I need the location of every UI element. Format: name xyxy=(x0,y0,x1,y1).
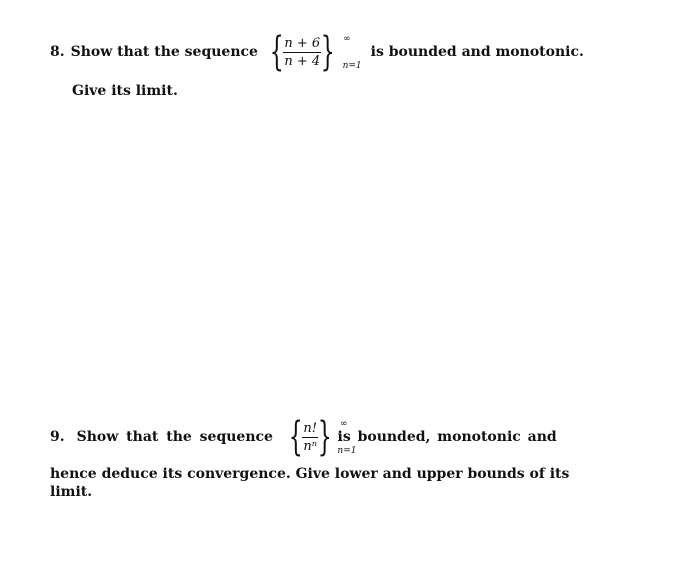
problem-9-lower-limit: n=1 xyxy=(337,446,357,456)
problem-8-fraction xyxy=(283,36,321,69)
problem-9-line-2: hence deduce its convergence. Give lower and upper bounds of its xyxy=(50,466,570,482)
problem-9-line-1 xyxy=(50,414,557,460)
problem-9-number: 9. xyxy=(50,429,65,445)
problem-8-line-1 xyxy=(50,29,584,75)
problem-8-line-2: Give its limit. xyxy=(72,83,178,99)
problem-8-tail-text: is bounded and monotonic. xyxy=(370,44,584,60)
problem-8-upper-limit: ∞ xyxy=(343,34,351,44)
problem-9 xyxy=(50,414,570,501)
problem-8 xyxy=(50,29,584,100)
problem-9-sequence xyxy=(283,414,357,460)
problem-8-denominator: n + 4 xyxy=(284,53,321,69)
problem-8-numerator: n + 6 xyxy=(284,35,321,51)
problem-8-number: 8. xyxy=(50,44,65,60)
problem-9-tail-text: is bounded, monotonic and xyxy=(337,429,557,445)
problem-8-lead-text: Show that the sequence xyxy=(70,44,258,60)
right-brace: } xyxy=(317,414,332,460)
problem-9-fraction xyxy=(302,421,318,454)
problem-9-denominator: nⁿ xyxy=(303,438,318,454)
problem-8-sequence xyxy=(264,29,362,75)
problem-9-lead-text: Show that the sequence xyxy=(76,429,273,445)
problem-9-line-3: limit. xyxy=(50,484,93,500)
problem-8-lower-limit: n=1 xyxy=(342,61,362,71)
left-brace: { xyxy=(269,29,284,75)
problem-9-upper-limit: ∞ xyxy=(340,419,348,429)
right-brace: } xyxy=(320,29,335,75)
left-brace: { xyxy=(288,414,303,460)
problem-9-numerator: n! xyxy=(303,420,318,436)
